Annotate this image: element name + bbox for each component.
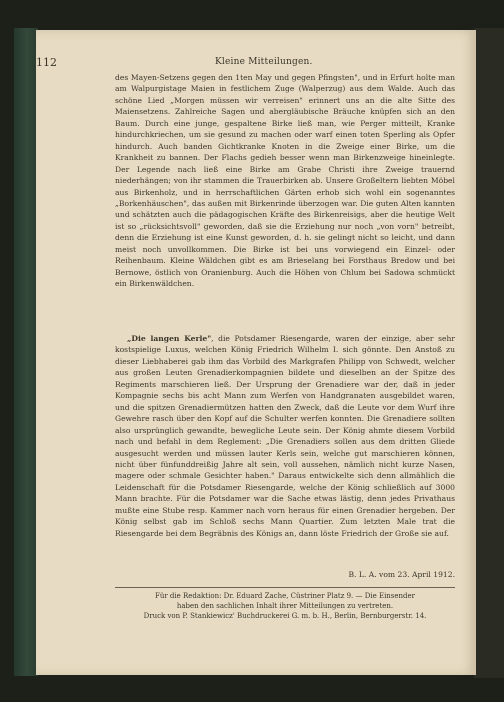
footer-line-1: Für die Redaktion: Dr. Eduard Zache, Cüstriner Platz 9. — Die Einsender [154, 592, 416, 600]
page-number: 112 [36, 56, 57, 69]
running-head: Kleine Mitteilungen. [215, 57, 313, 67]
paragraph-langen-kerle [115, 333, 455, 539]
paragraph-birch: des Mayen-Setzens gegen den 1ten May und gegen Pfingsten", und in Erfurt holte man am Walpurgistage Maien in festlichem Zuge (Walperzug) aus dem Walde. Auch das schöne Lied „Morgen müssen wir verreisen" erinnert uns an die alte Sitte des Maiensetzens. Zahlreiche Sagen und abergläubische Bräuche knüpfen sich an den Baum. Durch eine junge, gespaltene Birke ließ man, wie Perger mitteilt, Kranke hindurchkriechen, um sie gesund zu machen oder warf einen toten Sperling als Opfer hindurch. Auch banden Gichtkranke Knoten in die Zweige einer Birke, um die Krankheit zu bannen. Der Flachs gedieh besser wenn man Birkenzweige hineinlegte. Der Legende nach ließ eine Birke am Grabe Christi ihre Zweige trauernd niederhängen; von ihr stammen die Trauerbirken ab. Unsere Großeltern liebten Möbel aus Birkenholz, und in herrschaftlichen Gärten erhob sich wohl ein sogenanntes „Borkenhäuschen", das außen mit Birkenrinde überzogen war. Die guten Alten kannten und schätzten auch die pädagogischen Kräfte des Birkenreisigs, aber die heutige Welt ist so „rücksichtsvoll" geworden, daß sie die Erziehung nur noch „von vorn" betreibt, denn die Erziehung ist eine Kunst geworden, d. h. sie gelingt nicht so leicht, und dann meist noch unvollkommen. Die Birke ist bei uns vorwiegend ein Einzel- oder Reihenbaum. Kleine Wäldchen gibt es am Brieselang bei Forsthaus Bredow und bei Bernowe, östlich von Oranienburg. Auch die Höhen von Chlum bei Sadowa schmückt ein Birkenwäldchen. [115, 73, 455, 289]
paragraph-body: , die Potsdamer Riesengarde, waren der einzige, aber sehr kostspielige Luxus, welchen König Friedrich Wilhelm I. sich gönnte. Den Anstoß zu dieser Liebhaberei gab ihm das Vorbild des Markgrafen Philipp von Schwedt, welcher aus großen Leuten Grenadierkompagnien bildete und dieselben an der Spitze des Regiments marschieren ließ. Der Ursprung der Grenadiere war der, daß in jeder Kompagnie sechs bis acht Mann zum Werfen von Handgranaten ausgebildet waren, und die spitzen Grenadiermützen hatten den Zweck, daß die Leute vor dem Wurf ihre Gewehre rasch über den Kopf auf die Schulter werfen konnten. Die Grenadiere sollten also ursprünglich gewandte, bewegliche Leute sein. Der König ahmte diesem Vorbild nach und befahl in dem Reglement: „Die Grenadiers sollen aus dem dritten Gliede ausgesucht werden und müssen lauter Kerls sein, welche gut marschieren können, nicht über fünfunddreißig Jahre alt sein, voll aussehen, nämlich nicht kurze Nasen, magere oder schmale Gesichter haben." Daraus entwickelte sich denn allmählich die Leidenschaft für die Potsdamer Riesengarde, welche der König schließlich auf 3000 Mann brachte. Für die Potsdamer war die Sache etwas lästig, denn jedes Privathaus mußte eine Stube resp. Kammer nach vorn heraus für einen Grenadier hergeben. Der König selbst gab im Schloß sechs Mann Quartier. Zum letzten Male trat die Riesengarde bei dem Begräbnis des Königs an, dann löste Friedrich der Große sie auf. [115, 334, 455, 538]
source-citation-text: B. L. A. vom 23. April 1912. [348, 570, 455, 579]
footer-line-3: Druck von P. Stankiewicz' Buchdruckerei G. m. b. H., Berlin, Bernburgerstr. 14. [143, 612, 427, 620]
footer-line-2: haben den sachlichen Inhalt ihrer Mitteilungen zu vertreten. [176, 602, 394, 610]
scan-background [474, 28, 504, 678]
book-binding-edge [14, 28, 38, 676]
footer-divider [115, 587, 455, 588]
imprint-footer [115, 591, 455, 621]
paragraph-lead: „Die langen Kerle" [127, 334, 212, 343]
